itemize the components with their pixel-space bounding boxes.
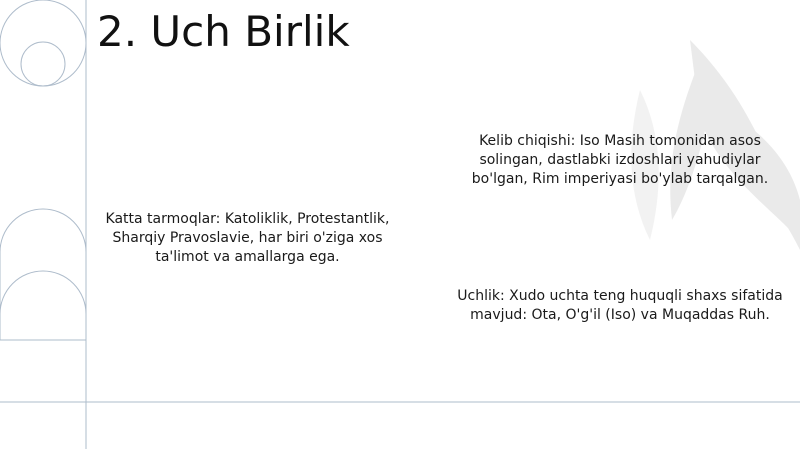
trinity-text: Uchlik: Xudo uchta teng huquqli shaxs sifatida mavjud: Ota, O'g'il (Iso) va Muqaddas Ruh. (457, 288, 783, 323)
branches-text: Katta tarmoqlar: Katoliklik, Protestantlik, Sharqiy Pravoslavie, har biri o'ziga xos ta'limot va amallarga ega. (105, 211, 390, 265)
origin-text: Kelib chiqishi: Iso Masih tomonidan asos solingan, dastlabki izdoshlari yahudiylar bo'lgan, Rim imperiyasi bo'ylab tarqalgan. (471, 133, 769, 187)
slide-title: 2. Uch Birlik (97, 7, 350, 56)
